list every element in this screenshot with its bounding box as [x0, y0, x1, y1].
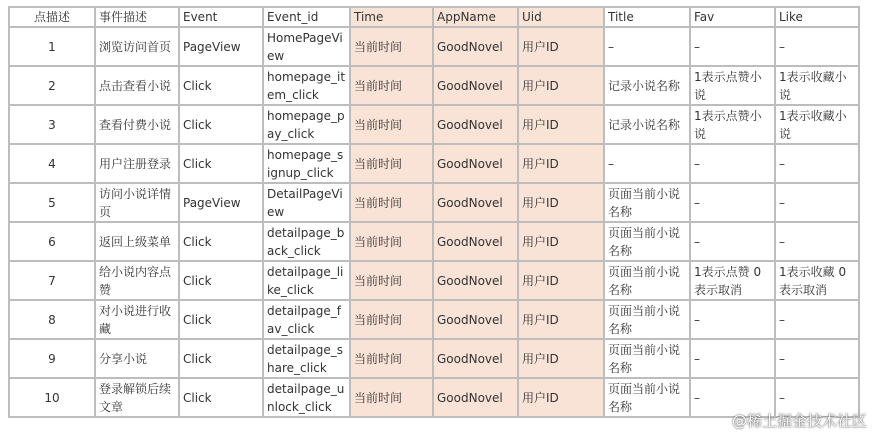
table-cell: 用户ID: [518, 339, 604, 378]
table-cell: –: [775, 183, 859, 222]
table-row: [9, 105, 859, 144]
table-cell: 用户ID: [518, 183, 604, 222]
table-cell: Click: [179, 105, 263, 144]
table-cell: –: [690, 27, 775, 66]
table-cell: 10: [9, 378, 95, 417]
table-cell: PageView: [179, 27, 263, 66]
table-cell: GoodNovel: [433, 66, 518, 105]
table-cell: 3: [9, 105, 95, 144]
table-cell: 页面当前小说名称: [604, 339, 690, 378]
table-cell: –: [775, 144, 859, 183]
table-cell: 当前时间: [350, 378, 433, 417]
table-cell: 1: [9, 27, 95, 66]
column-header: Event: [179, 7, 263, 27]
table-cell: 2: [9, 66, 95, 105]
table-cell: 1表示收藏 0表示取消: [775, 261, 859, 300]
table-cell: 点击查看小说: [95, 66, 179, 105]
table-cell: detailpage_like_click: [263, 261, 350, 300]
table-row: [9, 261, 859, 300]
table-cell: detailpage_unlock_click: [263, 378, 350, 417]
table-cell: GoodNovel: [433, 144, 518, 183]
table-cell: 页面当前小说名称: [604, 300, 690, 339]
table-cell: PageView: [179, 183, 263, 222]
table-cell: –: [690, 144, 775, 183]
table-cell: 用户ID: [518, 378, 604, 417]
table-cell: 用户ID: [518, 300, 604, 339]
column-header: 点描述: [9, 7, 95, 27]
table-cell: –: [690, 339, 775, 378]
column-header: 事件描述: [95, 7, 179, 27]
table-cell: 登录解锁后续文章: [95, 378, 179, 417]
table-cell: 用户ID: [518, 66, 604, 105]
table-cell: 查看付费小说: [95, 105, 179, 144]
table-cell: 用户ID: [518, 144, 604, 183]
table-cell: GoodNovel: [433, 105, 518, 144]
table-cell: 4: [9, 144, 95, 183]
table-cell: HomePageView: [263, 27, 350, 66]
table-row: [9, 339, 859, 378]
table-cell: 当前时间: [350, 222, 433, 261]
table-cell: 当前时间: [350, 105, 433, 144]
column-header: AppName: [433, 7, 518, 27]
table-cell: Click: [179, 300, 263, 339]
table-cell: 5: [9, 183, 95, 222]
table-cell: 当前时间: [350, 66, 433, 105]
table-header-row: [9, 7, 859, 27]
table-cell: –: [775, 300, 859, 339]
table-cell: 用户ID: [518, 222, 604, 261]
column-header: Like: [775, 7, 859, 27]
table-cell: 记录小说名称: [604, 105, 690, 144]
table-cell: 当前时间: [350, 183, 433, 222]
column-header: Title: [604, 7, 690, 27]
table-cell: –: [690, 378, 775, 417]
table-cell: DetailPageView: [263, 183, 350, 222]
table-cell: homepage_signup_click: [263, 144, 350, 183]
table-cell: 用户ID: [518, 27, 604, 66]
table-cell: GoodNovel: [433, 339, 518, 378]
table-cell: 用户ID: [518, 261, 604, 300]
table-cell: GoodNovel: [433, 222, 518, 261]
watermark: @稀土掘金技术社区: [731, 412, 867, 430]
column-header: Event_id: [263, 7, 350, 27]
table-cell: 8: [9, 300, 95, 339]
table-cell: Click: [179, 339, 263, 378]
table-cell: 页面当前小说名称: [604, 183, 690, 222]
table-cell: 浏览访问首页: [95, 27, 179, 66]
table-cell: Click: [179, 261, 263, 300]
table-cell: –: [690, 222, 775, 261]
table-cell: 用户ID: [518, 105, 604, 144]
table-cell: 页面当前小说名称: [604, 378, 690, 417]
column-header: Time: [350, 7, 433, 27]
table-cell: homepage_item_click: [263, 66, 350, 105]
column-header: Fav: [690, 7, 775, 27]
table-cell: –: [775, 27, 859, 66]
table-cell: –: [690, 300, 775, 339]
table-cell: 对小说进行收藏: [95, 300, 179, 339]
table-cell: 1表示点赞小说: [690, 105, 775, 144]
table-cell: 7: [9, 261, 95, 300]
table-cell: 当前时间: [350, 339, 433, 378]
table-row: [9, 300, 859, 339]
table-cell: –: [690, 183, 775, 222]
table-row: [9, 27, 859, 66]
table-cell: detailpage_back_click: [263, 222, 350, 261]
table-cell: Click: [179, 378, 263, 417]
table-row: [9, 183, 859, 222]
table-cell: detailpage_fav_click: [263, 300, 350, 339]
table-cell: 记录小说名称: [604, 66, 690, 105]
table-cell: 1表示收藏小说: [775, 66, 859, 105]
table-cell: GoodNovel: [433, 378, 518, 417]
table-cell: homepage_pay_click: [263, 105, 350, 144]
table-cell: 1表示点赞 0表示取消: [690, 261, 775, 300]
table-cell: 当前时间: [350, 144, 433, 183]
table-cell: Click: [179, 66, 263, 105]
table-cell: 页面当前小说名称: [604, 261, 690, 300]
table-cell: 当前时间: [350, 300, 433, 339]
table-cell: 访问小说详情页: [95, 183, 179, 222]
table-cell: 给小说内容点赞: [95, 261, 179, 300]
table-cell: 页面当前小说名称: [604, 222, 690, 261]
event-tracking-table: [8, 6, 860, 418]
table-cell: 用户注册登录: [95, 144, 179, 183]
table-cell: detailpage_share_click: [263, 339, 350, 378]
table-cell: 9: [9, 339, 95, 378]
table-cell: –: [775, 339, 859, 378]
table-cell: –: [604, 144, 690, 183]
table-row: [9, 144, 859, 183]
table-cell: –: [775, 222, 859, 261]
table-row: [9, 222, 859, 261]
table-cell: GoodNovel: [433, 261, 518, 300]
table-cell: –: [775, 378, 859, 417]
table-cell: 分享小说: [95, 339, 179, 378]
table-cell: –: [604, 27, 690, 66]
table-cell: 当前时间: [350, 27, 433, 66]
table-cell: GoodNovel: [433, 183, 518, 222]
table-cell: 返回上级菜单: [95, 222, 179, 261]
table-cell: Click: [179, 144, 263, 183]
table-cell: 当前时间: [350, 261, 433, 300]
table-cell: 6: [9, 222, 95, 261]
column-header: Uid: [518, 7, 604, 27]
table-cell: 1表示点赞小说: [690, 66, 775, 105]
table-cell: GoodNovel: [433, 300, 518, 339]
table-row: [9, 66, 859, 105]
table-cell: Click: [179, 222, 263, 261]
table-cell: 1表示收藏小说: [775, 105, 859, 144]
table-cell: GoodNovel: [433, 27, 518, 66]
